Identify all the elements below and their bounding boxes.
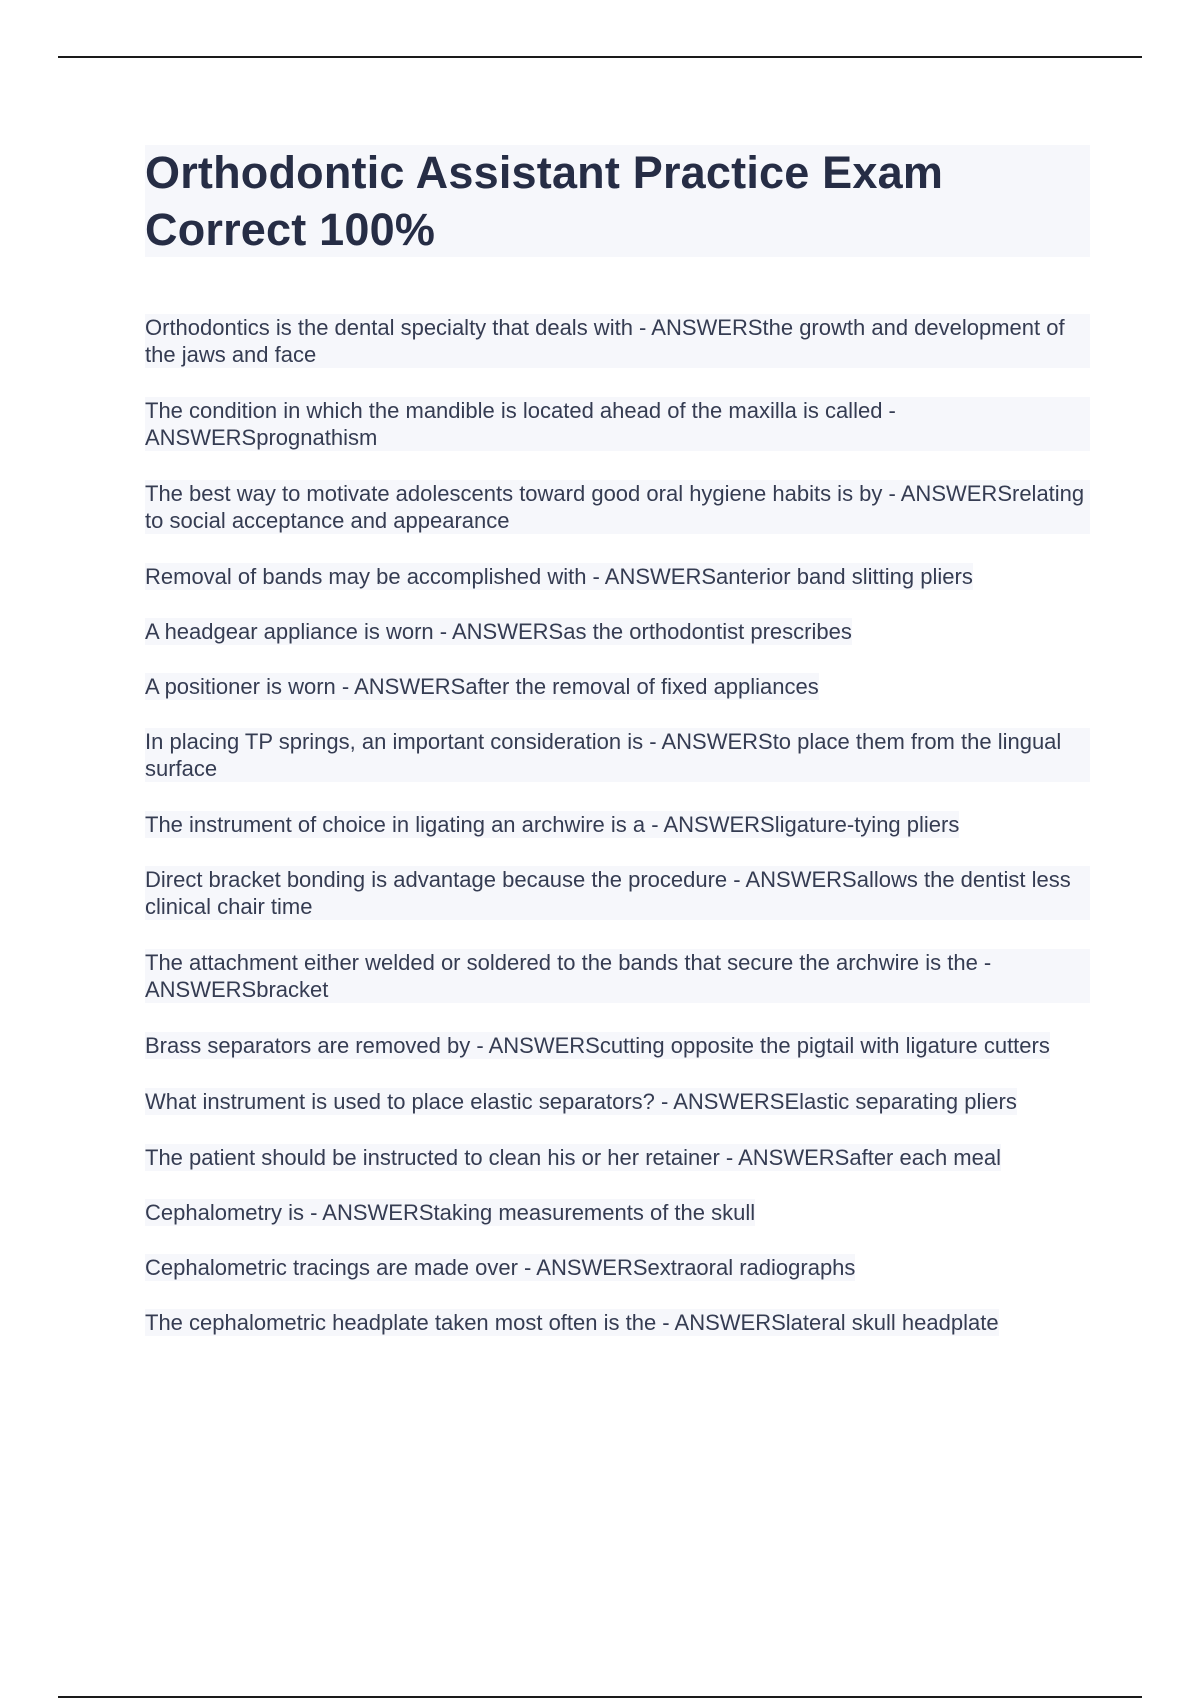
qa-item: Brass separators are removed by - ANSWERScutting opposite the pigtail with ligature cutters: [145, 1033, 1050, 1058]
qa-item: The cephalometric headplate taken most often is the - ANSWERSlateral skull headplate: [145, 1310, 999, 1335]
document-body: [145, 145, 1090, 1364]
qa-item: Orthodontics is the dental specialty that deals with - ANSWERSthe growth and development of the jaws and face: [145, 314, 1090, 368]
qa-item: The condition in which the mandible is located ahead of the maxilla is called - ANSWERSprognathism: [145, 397, 1090, 451]
qa-list: [145, 314, 1090, 1336]
qa-item: The attachment either welded or soldered to the bands that secure the archwire is the - ANSWERSbracket: [145, 949, 1090, 1003]
bottom-rule: [58, 1696, 1142, 1698]
qa-item: In placing TP springs, an important consideration is - ANSWERSto place them from the lingual surface: [145, 728, 1090, 782]
qa-item: What instrument is used to place elastic separators? - ANSWERSElastic separating pliers: [145, 1089, 1017, 1114]
title-block: [145, 145, 1090, 257]
qa-item: Removal of bands may be accomplished with - ANSWERSanterior band slitting pliers: [145, 564, 973, 589]
top-rule: [58, 56, 1142, 58]
qa-item: Direct bracket bonding is advantage because the procedure - ANSWERSallows the dentist less clinical chair time: [145, 866, 1090, 920]
qa-item: A positioner is worn - ANSWERSafter the removal of fixed appliances: [145, 674, 819, 699]
qa-item: The patient should be instructed to clean his or her retainer - ANSWERSafter each meal: [145, 1145, 1001, 1170]
qa-item: Cephalometry is - ANSWERStaking measurements of the skull: [145, 1200, 756, 1225]
page-title: Orthodontic Assistant Practice Exam Correct 100%: [145, 147, 944, 255]
qa-item: A headgear appliance is worn - ANSWERSas the orthodontist prescribes: [145, 619, 852, 644]
qa-item: Cephalometric tracings are made over - ANSWERSextraoral radiographs: [145, 1255, 856, 1280]
qa-item: The best way to motivate adolescents toward good oral hygiene habits is by - ANSWERSrelating to social acceptance and appearance: [145, 480, 1090, 534]
qa-item: The instrument of choice in ligating an archwire is a - ANSWERSligature-tying pliers: [145, 812, 960, 837]
